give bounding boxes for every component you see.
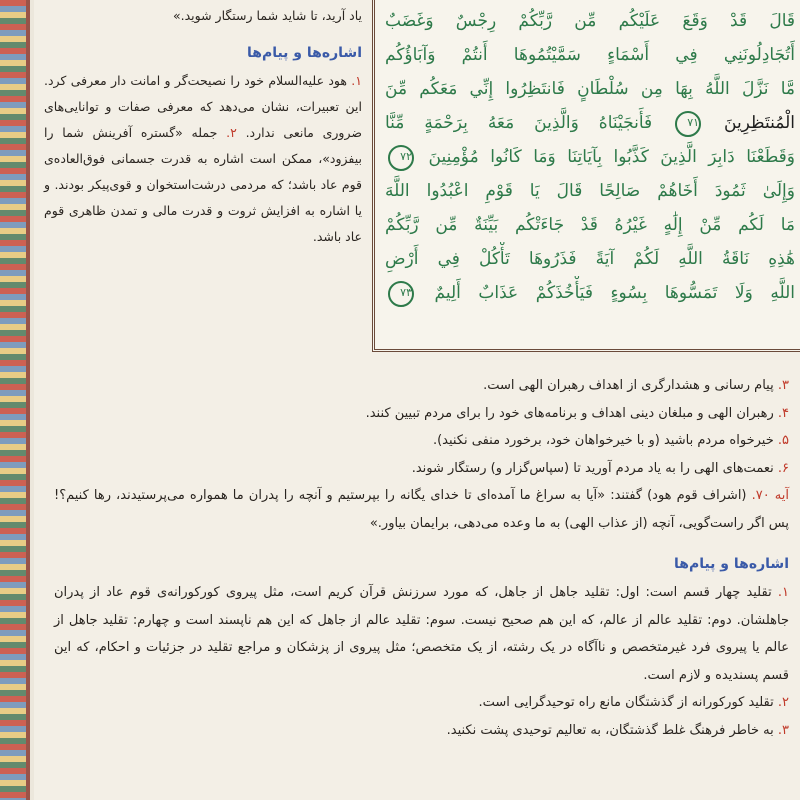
quran-verse-box (372, 0, 800, 352)
message-item-5-number: ۵. (777, 433, 789, 448)
quran-line-8: هَٰذِهِ نَاقَةُ اللَّهِ لَكُمْ آيَةً فَذَرُوهَا تَأْكُلْ فِي أَرْضِ (385, 249, 795, 269)
main-item-2-number: ۲. (777, 695, 789, 710)
ayah-70-translation (54, 482, 789, 537)
side-item-2-text: جمله «گستره آفرینش شما را بیفزود»، ممکن است اشاره به قدرت جسمانی فوق‌العاده‌ی قوم عاد باشد؛ که مردمی درشت‌استخوان و قوی‌پیکر بودند. و یا اشاره به افزایش ثروت و قدرت مالی و تمدن ظاهری قوم عاد باشد. (44, 125, 362, 244)
side-top-line: یاد آرید، تا شاید شما رستگار شوید.» (172, 8, 362, 23)
ayah-70-text: (اشراف قوم هود) گفتند: «آیا به سراغ ما آمده‌ای تا خدای یگانه را بپرستیم و آنچه را پدران ما همواره می‌پرستیدند، رها کنیم؟! پس اگر راست‌گویی، آنچه (از عذاب الهی) به ما وعده می‌دهی، برایمان بیاور.» (54, 488, 789, 531)
message-item-3 (54, 372, 789, 400)
side-commentary-column (44, 0, 362, 250)
quran-line-5-text: وَقَطَعْنَا دَابِرَ الَّذِينَ كَذَّبُوا بِآيَاتِنَا وَمَا كَانُوا مُؤْمِنِينَ (428, 147, 795, 167)
message-item-4-number: ۴. (777, 405, 789, 421)
message-item-6-text: نعمت‌های الهی را به یاد مردم آورید تا (سپاس‌گزار و) رستگار شوند. (411, 460, 774, 476)
main-item-1 (54, 579, 789, 689)
main-item-1-number: ۱. (777, 585, 789, 600)
message-item-6-number: ۶. (777, 460, 789, 476)
quran-line-1: قَالَ قَدْ وَقَعَ عَلَيْكُم مِّن رَّبِّكُمْ رِجْسٌ وَغَضَبٌ (385, 11, 795, 31)
side-item-1-number: ۱. (351, 73, 362, 88)
main-item-2-text: تقلید کورکورانه از گذشتگان مانع راه توحیدگرایی است. (478, 695, 774, 710)
quran-line-4 (385, 106, 795, 140)
ayah-number-marker-72: ۷۲ (388, 145, 414, 171)
quran-line-9-text: اللَّهِ وَلَا تَمَسُّوهَا بِسُوءٍ فَيَأْخُذَكُمْ عَذَابٌ أَلِيمٌ (434, 283, 795, 303)
quran-line-7: مَا لَكُم مِّنْ إِلَٰهٍ غَيْرُهُ قَدْ جَاءَتْكُم بَيِّنَةٌ مِّن رَّبِّكُمْ (385, 215, 795, 235)
message-item-4-text: رهبران الهی و مبلغان دینی اهداف و برنامه‌های خود را برای مردم تبیین کنند. (365, 405, 774, 421)
quran-line-9 (385, 276, 795, 310)
side-section-title: اشاره‌ها و پیام‌ها (246, 45, 362, 61)
message-item-6 (54, 455, 789, 483)
main-item-3 (54, 717, 789, 745)
main-item-3-text: به خاطر فرهنگ غلط گذشتگان، به تعالیم توحیدی پشت نکنید. (446, 722, 774, 738)
side-item-1-text: هود علیه‌السلام خود را نصیحت‌گر و امانت دار معرفی کرد. این تعبیرات، نشان می‌دهد که معرفی صفات و توانایی‌های ضروری مانعی ندارد. (44, 73, 362, 140)
book-page (34, 0, 800, 800)
main-item-1-text: تقلید چهار قسم است: اول: تقلید جاهل از جاهل، که مورد سرزنش قرآن کریم است، مثل پیروی کورکورانه‌ی قوم عاد از پدران جاهلشان. دوم: تقلید عالم از عالم، که این هم صحیح نیست. سوم: تقلید عالم از جاهل که این هم ناپسند است و چهارم: تقلید جاهل از عالم یا پیروی فرد غیرمتخصص و ناآگاه در یک رشته، از یک متخصص؛ مثل پیروی از پزشکان و مراجع تقلید در جزئیات و احکام، که این قسم پسندیده و لازم است. (54, 585, 789, 683)
message-item-5-text: خیرخواه مردم باشید (و با خیرخواهان خود، برخورد منفی نکنید). (432, 433, 774, 448)
message-item-5 (54, 427, 789, 455)
ayah-70-label: آیه ۷۰. (751, 488, 789, 503)
main-section-title: اشاره‌ها و پیام‌ها (673, 556, 789, 572)
quran-line-4-end: فَأَنجَيْنَاهُ وَالَّذِينَ مَعَهُ بِرَحْمَةٍ مِّنَّا (385, 113, 653, 133)
quran-line-4-start: الْمُنتَظِرِينَ (724, 113, 795, 133)
ayah-number-marker-71: ۷۱ (675, 111, 701, 137)
side-item-2-number: ۲. (226, 125, 237, 140)
quran-line-3: مَّا نَزَّلَ اللَّهُ بِهَا مِن سُلْطَانٍ فَانتَظِرُوا إِنِّي مَعَكُم مِّنَ (385, 79, 795, 99)
quran-line-2: أَتُجَادِلُونَنِي فِي أَسْمَاءٍ سَمَّيْتُمُوهَا أَنتُمْ وَآبَاؤُكُم (385, 45, 795, 65)
main-commentary (54, 372, 789, 744)
main-item-2 (54, 689, 789, 717)
main-item-3-number: ۳. (777, 722, 789, 738)
message-item-3-number: ۳. (777, 378, 789, 393)
message-item-3-text: پیام رسانی و هشدارگری از اهداف رهبران الهی است. (483, 378, 774, 393)
ayah-number-marker-73: ۷۳ (388, 281, 414, 307)
side-paragraph (44, 68, 362, 250)
quran-line-5 (385, 140, 795, 174)
message-item-4 (54, 400, 789, 428)
quran-line-6: وَإِلَىٰ ثَمُودَ أَخَاهُمْ صَالِحًا قَالَ يَا قَوْمِ اعْبُدُوا اللَّهَ (385, 181, 795, 201)
decorative-page-border (0, 0, 26, 800)
